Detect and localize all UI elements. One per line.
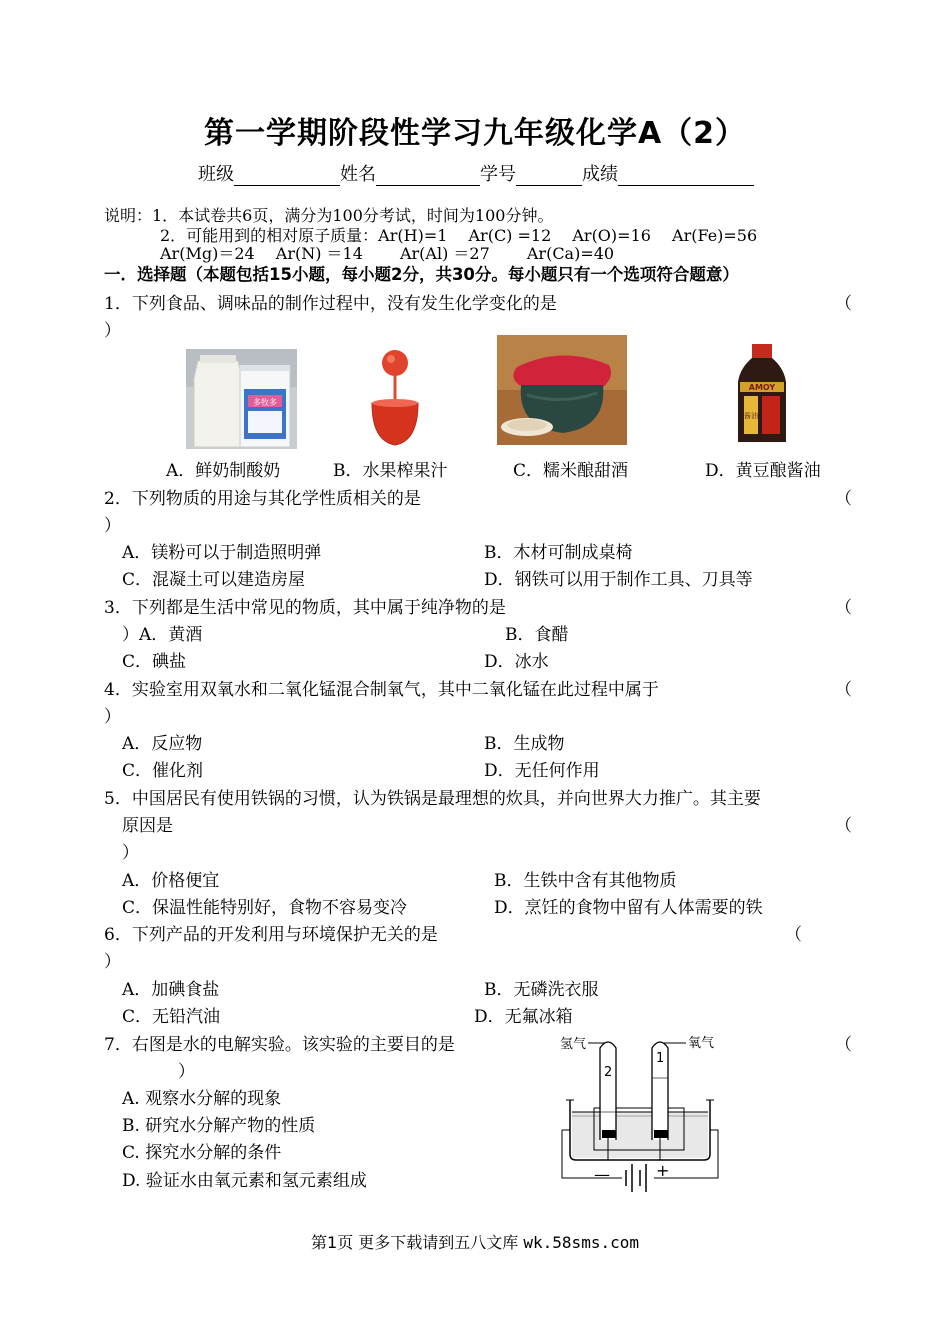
no-label: 学号 [480,164,516,185]
q5-stem-2: 原因是 [122,816,173,836]
section-heading: 一．选择题（本题包括15小题，每小题2分，共30分。每小题只有一个选项符合题意） [104,265,739,284]
q5-option-c[interactable]: C．保温性能特别好，食物不容易变冷 [122,898,408,918]
q3-option-c[interactable]: C．碘盐 [122,652,187,672]
name-label: 姓名 [340,164,376,185]
footer-text: 第1页 更多下载请到五八文库 [311,1233,519,1252]
q3-option-a[interactable]: ）A．黄酒 [122,625,203,645]
q2-option-a[interactable]: A．镁粉可以于制造照明弹 [122,543,322,563]
tube-2-label: 2 [604,1065,613,1080]
electrolysis-diagram [556,1030,726,1195]
q4-option-a[interactable]: A．反应物 [122,734,203,754]
yogurt-brand-text: 多牧多 [253,398,277,407]
q2-paren-close: ） [104,516,121,536]
q7-option-b[interactable]: B. 研究水分解产物的性质 [122,1116,316,1136]
note-line-2: 2．可能用到的相对原子质量：Ar(H)=1 Ar(C) =12 Ar(O)=16 Ar(Fe)=56 [160,226,758,245]
no-blank[interactable] [516,167,582,186]
note-line-3: Ar(Mg)＝24 Ar(N) ＝14 Ar(Al) ＝27 Ar(Ca)=40 [160,244,615,263]
q5-paren-open: （ [835,816,852,836]
q1-option-a[interactable]: A．鲜奶制酸奶 [166,461,281,481]
q6-paren-close: ） [104,952,121,972]
juice-photo [366,349,424,449]
soy-brand-text: AMOY [748,383,776,392]
q3-paren-open: （ [835,598,852,618]
q6-option-a[interactable]: A．加碘食盐 [122,980,220,1000]
q7-paren-open: （ [835,1035,852,1055]
name-blank[interactable] [376,167,480,186]
yogurt-photo [186,349,297,449]
q4-option-c[interactable]: C．催化剂 [122,761,204,781]
tube-1-label: 1 [656,1051,665,1066]
q4-stem: 4．实验室用双氧水和二氧化锰混合制氧气，其中二氧化锰在此过程中属于 [104,680,659,700]
q7-option-d[interactable]: D. 验证水由氧元素和氢元素组成 [122,1171,367,1191]
q6-paren-open: （ [785,925,802,945]
oxygen-label: 氧气 [688,1036,715,1051]
q4-option-b[interactable]: B．生成物 [484,734,565,754]
q2-option-b[interactable]: B．木材可制成桌椅 [484,543,633,563]
q4-paren-close: ） [104,707,121,727]
q1-paren-open: （ [835,294,852,314]
q5-option-d[interactable]: D．烹饪的食物中留有人体需要的铁 [494,898,763,918]
footer-url[interactable]: wk.58sms.com [523,1233,639,1252]
q5-option-a[interactable]: A．价格便宜 [122,871,220,891]
q1-paren-close: ） [104,321,121,341]
q1-option-c[interactable]: C．糯米酿甜酒 [513,461,629,481]
q5-option-b[interactable]: B．生铁中含有其他物质 [494,871,677,891]
q7-stem: 7．右图是水的电解实验。该实验的主要目的是 [104,1035,455,1055]
q1-option-d[interactable]: D．黄豆酿酱油 [705,461,821,481]
soy-sauce-photo [734,342,790,446]
q4-paren-open: （ [835,680,852,700]
page-title: 第一学期阶段性学习九年级化学A（2） [203,116,747,151]
q1-stem: 1．下列食品、调味品的制作过程中，没有发生化学变化的是 [104,294,557,314]
q7-paren-close: ） [178,1062,195,1082]
positive-sign: + [656,1161,670,1180]
q7-option-a[interactable]: A. 观察水分解的现象 [122,1089,282,1109]
q3-option-b[interactable]: B．食醋 [505,625,569,645]
q5-stem: 5．中国居民有使用铁锅的习惯，认为铁锅是最理想的炊具，并向世界大力推广。其主要 [104,789,761,809]
soy-label-text: 酱油 [744,412,758,420]
note-line-1: 说明：1．本试卷共6页，满分为100分考试，时间为100分钟。 [104,206,554,225]
q5-paren-close: ） [122,843,139,863]
hydrogen-label: 氢气 [560,1037,587,1052]
q6-stem: 6．下列产品的开发利用与环境保护无关的是 [104,925,438,945]
rice-wine-photo [497,335,627,445]
q7-option-c[interactable]: C. 探究水分解的条件 [122,1143,282,1163]
q2-paren-open: （ [835,489,852,509]
score-label: 成绩 [582,164,618,185]
score-blank[interactable] [618,167,754,186]
q6-option-c[interactable]: C．无铅汽油 [122,1007,221,1027]
q2-option-c[interactable]: C．混凝土可以建造房屋 [122,570,306,590]
class-label: 班级 [198,164,234,185]
q3-option-d[interactable]: D．冰水 [484,652,549,672]
q1-option-b[interactable]: B．水果榨果汁 [333,461,448,481]
q3-stem: 3．下列都是生活中常见的物质，其中属于纯净物的是 [104,598,506,618]
q6-option-b[interactable]: B．无磷洗衣服 [484,980,599,1000]
class-blank[interactable] [234,167,340,186]
negative-sign: — [594,1165,610,1184]
q2-option-d[interactable]: D．钢铁可以用于制作工具、刀具等 [484,570,753,590]
q6-option-d[interactable]: D．无氟冰箱 [474,1007,573,1027]
page-footer [0,1230,950,1253]
q2-stem: 2．下列物质的用途与其化学性质相关的是 [104,489,421,509]
student-info-line [198,160,754,186]
q4-option-d[interactable]: D．无任何作用 [484,761,600,781]
